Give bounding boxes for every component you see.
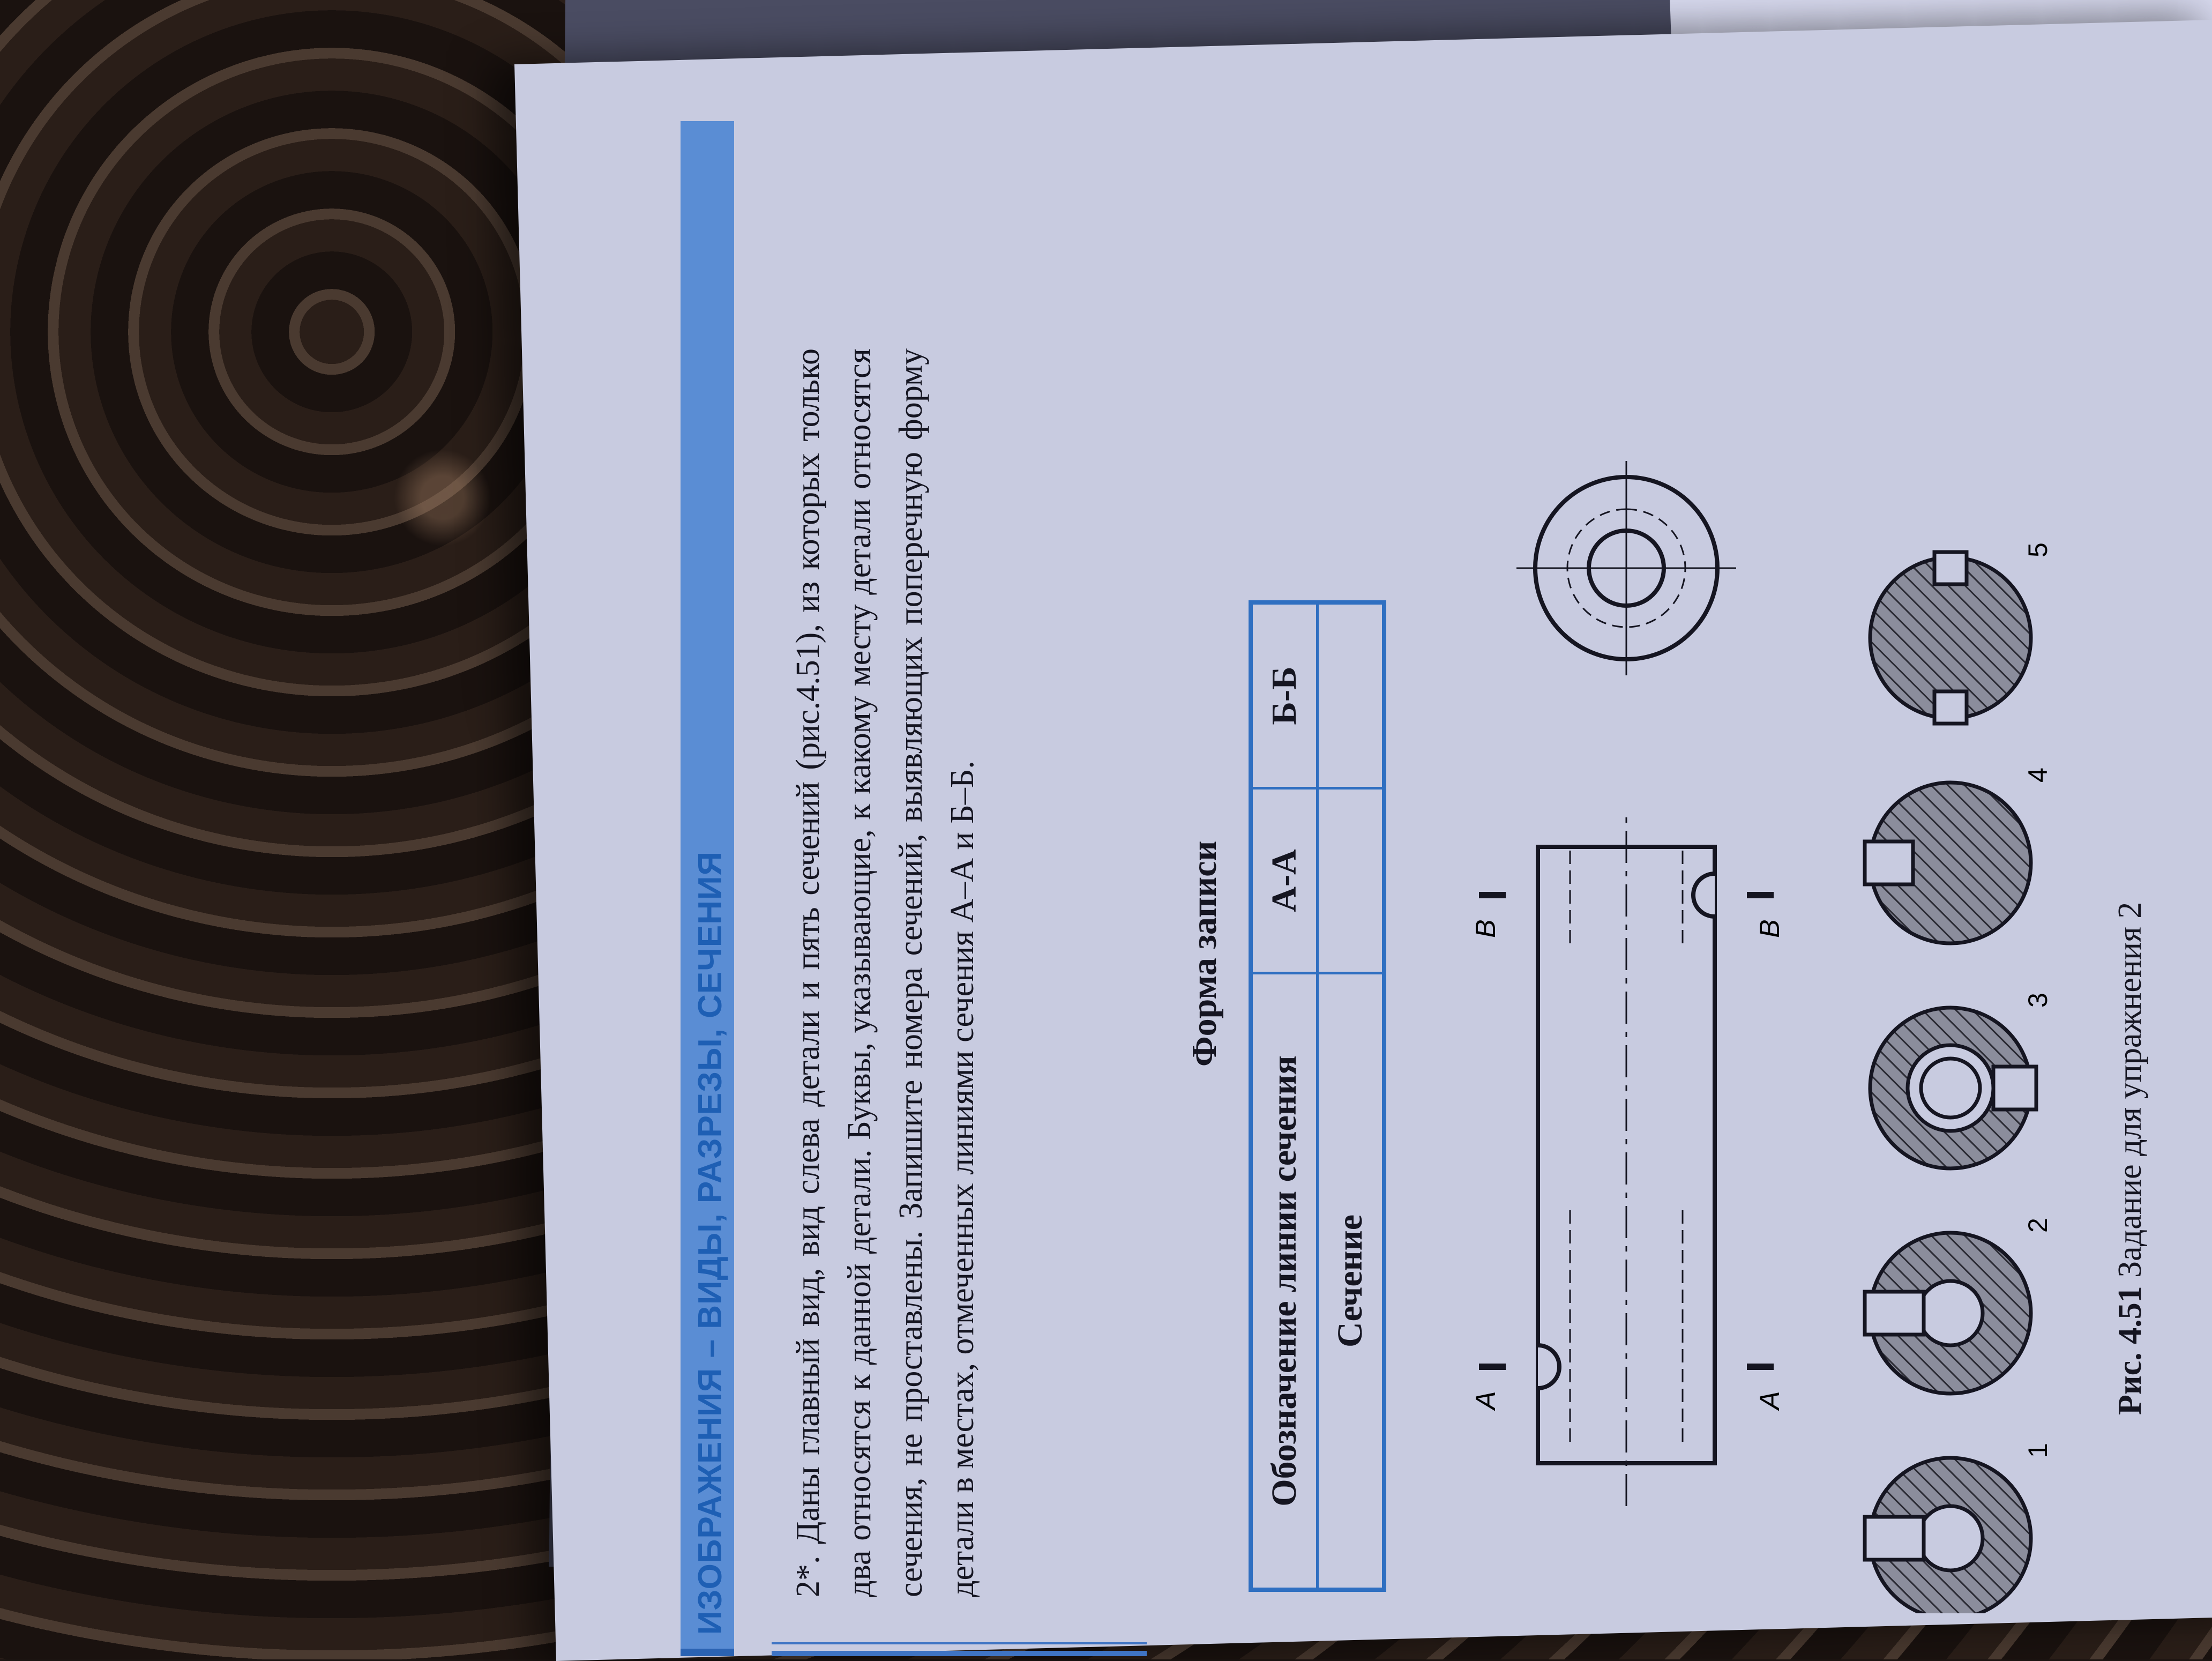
table-header-section: Сечение xyxy=(1318,973,1385,1590)
margin-rule xyxy=(772,1651,1147,1656)
table-cell-answer-a[interactable] xyxy=(1318,788,1385,973)
section-number-3: 3 xyxy=(2023,993,2053,1008)
section-letter-b-top: В xyxy=(1470,919,1501,938)
section-heading: ИЗОБРАЖЕНИЯ – ВИДЫ, РАЗРЕЗЫ, СЕЧЕНИЯ xyxy=(692,851,729,1635)
main-view xyxy=(1479,809,1774,1506)
table-cell-answer-b[interactable] xyxy=(1318,602,1385,788)
exercise-text: 2*. Даны главный вид, вид слева детали и пять сечений (рис.4.51), из которых только два относятся к данной детали. Буквы, указывающие, к какому месту детали относятся сечения, не проставлены. Запишите номера сечений, выявляющих поперечную форму детали в местах, отмеченных линиями сечения А–А и Б–Б. xyxy=(790,348,981,1597)
margin-rule-thin xyxy=(772,1642,1147,1644)
table-header-designation: Обозначение линии сечения xyxy=(1251,973,1318,1590)
side-view xyxy=(1516,461,1736,675)
figure-label: Рис. 4.51 xyxy=(2112,1286,2148,1415)
section-5 xyxy=(1870,552,2031,724)
section-letter-a-bottom: А xyxy=(1754,1391,1785,1410)
section-number-5: 5 xyxy=(2023,542,2053,557)
record-form-title: Форма записи xyxy=(1185,840,1224,1067)
table-col-b: Б-Б xyxy=(1251,602,1318,788)
section-4 xyxy=(1865,783,2031,943)
section-1 xyxy=(1865,1458,2031,1613)
section-number-4: 4 xyxy=(2023,768,2053,783)
table-col-a: А-А xyxy=(1251,788,1318,973)
page-content xyxy=(632,129,2159,1656)
record-table xyxy=(1249,600,1386,1592)
figure-caption xyxy=(2111,902,2149,1415)
drawing-svg xyxy=(1458,166,2101,1613)
section-letter-a-top: А xyxy=(1470,1391,1501,1410)
figure-caption-text: Задание для упражнения 2 xyxy=(2112,902,2148,1278)
technical-drawing xyxy=(1458,166,2101,1613)
section-number-1: 1 xyxy=(2023,1443,2053,1458)
section-2 xyxy=(1865,1233,2031,1394)
section-3 xyxy=(1870,1008,2036,1168)
section-number-2: 2 xyxy=(2023,1218,2053,1233)
section-letter-b-bottom: В xyxy=(1754,919,1785,938)
